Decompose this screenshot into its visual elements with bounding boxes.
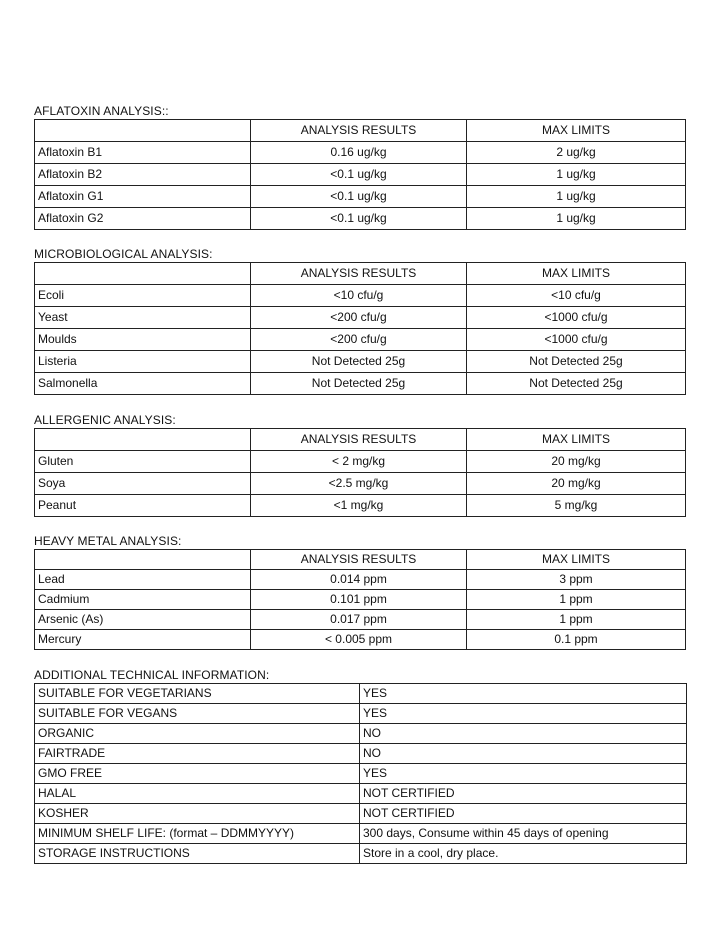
allergenic-title: ALLERGENIC ANALYSIS:: [34, 413, 176, 427]
additional-section: [34, 667, 687, 864]
header-max-limits: MAX LIMITS: [467, 120, 686, 142]
row-label: STORAGE INSTRUCTIONS: [35, 844, 360, 864]
row-label: SUITABLE FOR VEGANS: [35, 704, 360, 724]
header-blank: [35, 429, 251, 451]
row-result: < 0.005 ppm: [251, 630, 467, 650]
heavy-metal-title: HEAVY METAL ANALYSIS:: [34, 534, 182, 548]
row-result: 0.101 ppm: [251, 590, 467, 610]
row-limit: 1 ug/kg: [467, 208, 686, 230]
row-limit: 20 mg/kg: [467, 473, 686, 495]
row-result: 0.014 ppm: [251, 570, 467, 590]
table-row: [35, 186, 686, 208]
row-result: <1 mg/kg: [251, 495, 467, 517]
row-label: FAIRTRADE: [35, 744, 360, 764]
table-header-row: [35, 263, 686, 285]
row-result: <0.1 ug/kg: [251, 186, 467, 208]
row-result: <2.5 mg/kg: [251, 473, 467, 495]
table-row: [35, 824, 687, 844]
row-result: Not Detected 25g: [251, 351, 467, 373]
row-limit: 5 mg/kg: [467, 495, 686, 517]
row-label: Aflatoxin B2: [35, 164, 251, 186]
row-limit: <1000 cfu/g: [467, 329, 686, 351]
allergenic-table: [34, 428, 686, 517]
row-label: ORGANIC: [35, 724, 360, 744]
heavy-metal-section: [34, 533, 686, 650]
table-row: [35, 844, 687, 864]
row-label: Mercury: [35, 630, 251, 650]
row-value: NO: [360, 744, 687, 764]
microbiological-section: [34, 246, 686, 395]
row-result: 0.017 ppm: [251, 610, 467, 630]
row-value: 300 days, Consume within 45 days of opening: [360, 824, 687, 844]
table-row: [35, 373, 686, 395]
row-limit: 1 ug/kg: [467, 164, 686, 186]
row-label: Salmonella: [35, 373, 251, 395]
row-limit: 20 mg/kg: [467, 451, 686, 473]
row-label: Aflatoxin B1: [35, 142, 251, 164]
table-row: [35, 495, 686, 517]
row-label: Aflatoxin G2: [35, 208, 251, 230]
table-row: [35, 307, 686, 329]
header-blank: [35, 263, 251, 285]
additional-table: [34, 683, 687, 864]
row-value: YES: [360, 704, 687, 724]
row-label: Ecoli: [35, 285, 251, 307]
row-label: Arsenic (As): [35, 610, 251, 630]
row-limit: 1 ug/kg: [467, 186, 686, 208]
row-limit: 0.1 ppm: [467, 630, 686, 650]
row-value: Store in a cool, dry place.: [360, 844, 687, 864]
table-row: [35, 164, 686, 186]
row-label: Moulds: [35, 329, 251, 351]
row-limit: <1000 cfu/g: [467, 307, 686, 329]
header-max-limits: MAX LIMITS: [467, 263, 686, 285]
row-label: Aflatoxin G1: [35, 186, 251, 208]
table-row: [35, 590, 686, 610]
allergenic-section: [34, 412, 686, 517]
aflatoxin-section: [34, 103, 686, 230]
header-analysis-results: ANALYSIS RESULTS: [251, 263, 467, 285]
row-value: YES: [360, 684, 687, 704]
row-label: GMO FREE: [35, 764, 360, 784]
header-blank: [35, 550, 251, 570]
row-value: NOT CERTIFIED: [360, 784, 687, 804]
table-row: [35, 610, 686, 630]
row-label: Lead: [35, 570, 251, 590]
table-row: [35, 744, 687, 764]
table-row: [35, 684, 687, 704]
row-label: Gluten: [35, 451, 251, 473]
table-header-row: [35, 120, 686, 142]
row-result: <10 cfu/g: [251, 285, 467, 307]
table-row: [35, 704, 687, 724]
table-row: [35, 208, 686, 230]
microbiological-table: [34, 262, 686, 395]
header-analysis-results: ANALYSIS RESULTS: [251, 429, 467, 451]
additional-title: ADDITIONAL TECHNICAL INFORMATION:: [34, 668, 270, 682]
row-result: <0.1 ug/kg: [251, 208, 467, 230]
table-row: [35, 804, 687, 824]
row-label: Cadmium: [35, 590, 251, 610]
table-row: [35, 570, 686, 590]
row-label: Listeria: [35, 351, 251, 373]
header-blank: [35, 120, 251, 142]
table-row: [35, 351, 686, 373]
aflatoxin-table: [34, 119, 686, 230]
row-label: KOSHER: [35, 804, 360, 824]
row-value: NO: [360, 724, 687, 744]
aflatoxin-title: AFLATOXIN ANALYSIS::: [34, 104, 169, 118]
row-result: <200 cfu/g: [251, 329, 467, 351]
row-limit: Not Detected 25g: [467, 351, 686, 373]
row-limit: <10 cfu/g: [467, 285, 686, 307]
row-value: NOT CERTIFIED: [360, 804, 687, 824]
row-label: Yeast: [35, 307, 251, 329]
microbiological-title: MICROBIOLOGICAL ANALYSIS:: [34, 247, 213, 261]
heavy-metal-table: [34, 549, 686, 650]
row-label: SUITABLE FOR VEGETARIANS: [35, 684, 360, 704]
table-row: [35, 451, 686, 473]
table-header-row: [35, 550, 686, 570]
row-result: <200 cfu/g: [251, 307, 467, 329]
header-max-limits: MAX LIMITS: [467, 429, 686, 451]
row-label: HALAL: [35, 784, 360, 804]
table-row: [35, 285, 686, 307]
table-row: [35, 473, 686, 495]
row-limit: 1 ppm: [467, 590, 686, 610]
row-limit: 2 ug/kg: [467, 142, 686, 164]
row-limit: 1 ppm: [467, 610, 686, 630]
table-row: [35, 142, 686, 164]
row-result: 0.16 ug/kg: [251, 142, 467, 164]
row-label: Peanut: [35, 495, 251, 517]
table-row: [35, 329, 686, 351]
row-limit: Not Detected 25g: [467, 373, 686, 395]
row-label: Soya: [35, 473, 251, 495]
header-max-limits: MAX LIMITS: [467, 550, 686, 570]
row-result: < 2 mg/kg: [251, 451, 467, 473]
header-analysis-results: ANALYSIS RESULTS: [251, 550, 467, 570]
header-analysis-results: ANALYSIS RESULTS: [251, 120, 467, 142]
table-header-row: [35, 429, 686, 451]
row-value: YES: [360, 764, 687, 784]
row-limit: 3 ppm: [467, 570, 686, 590]
table-row: [35, 784, 687, 804]
table-row: [35, 724, 687, 744]
row-result: <0.1 ug/kg: [251, 164, 467, 186]
table-row: [35, 764, 687, 784]
row-label: MINIMUM SHELF LIFE: (format – DDMMYYYY): [35, 824, 360, 844]
row-result: Not Detected 25g: [251, 373, 467, 395]
table-row: [35, 630, 686, 650]
